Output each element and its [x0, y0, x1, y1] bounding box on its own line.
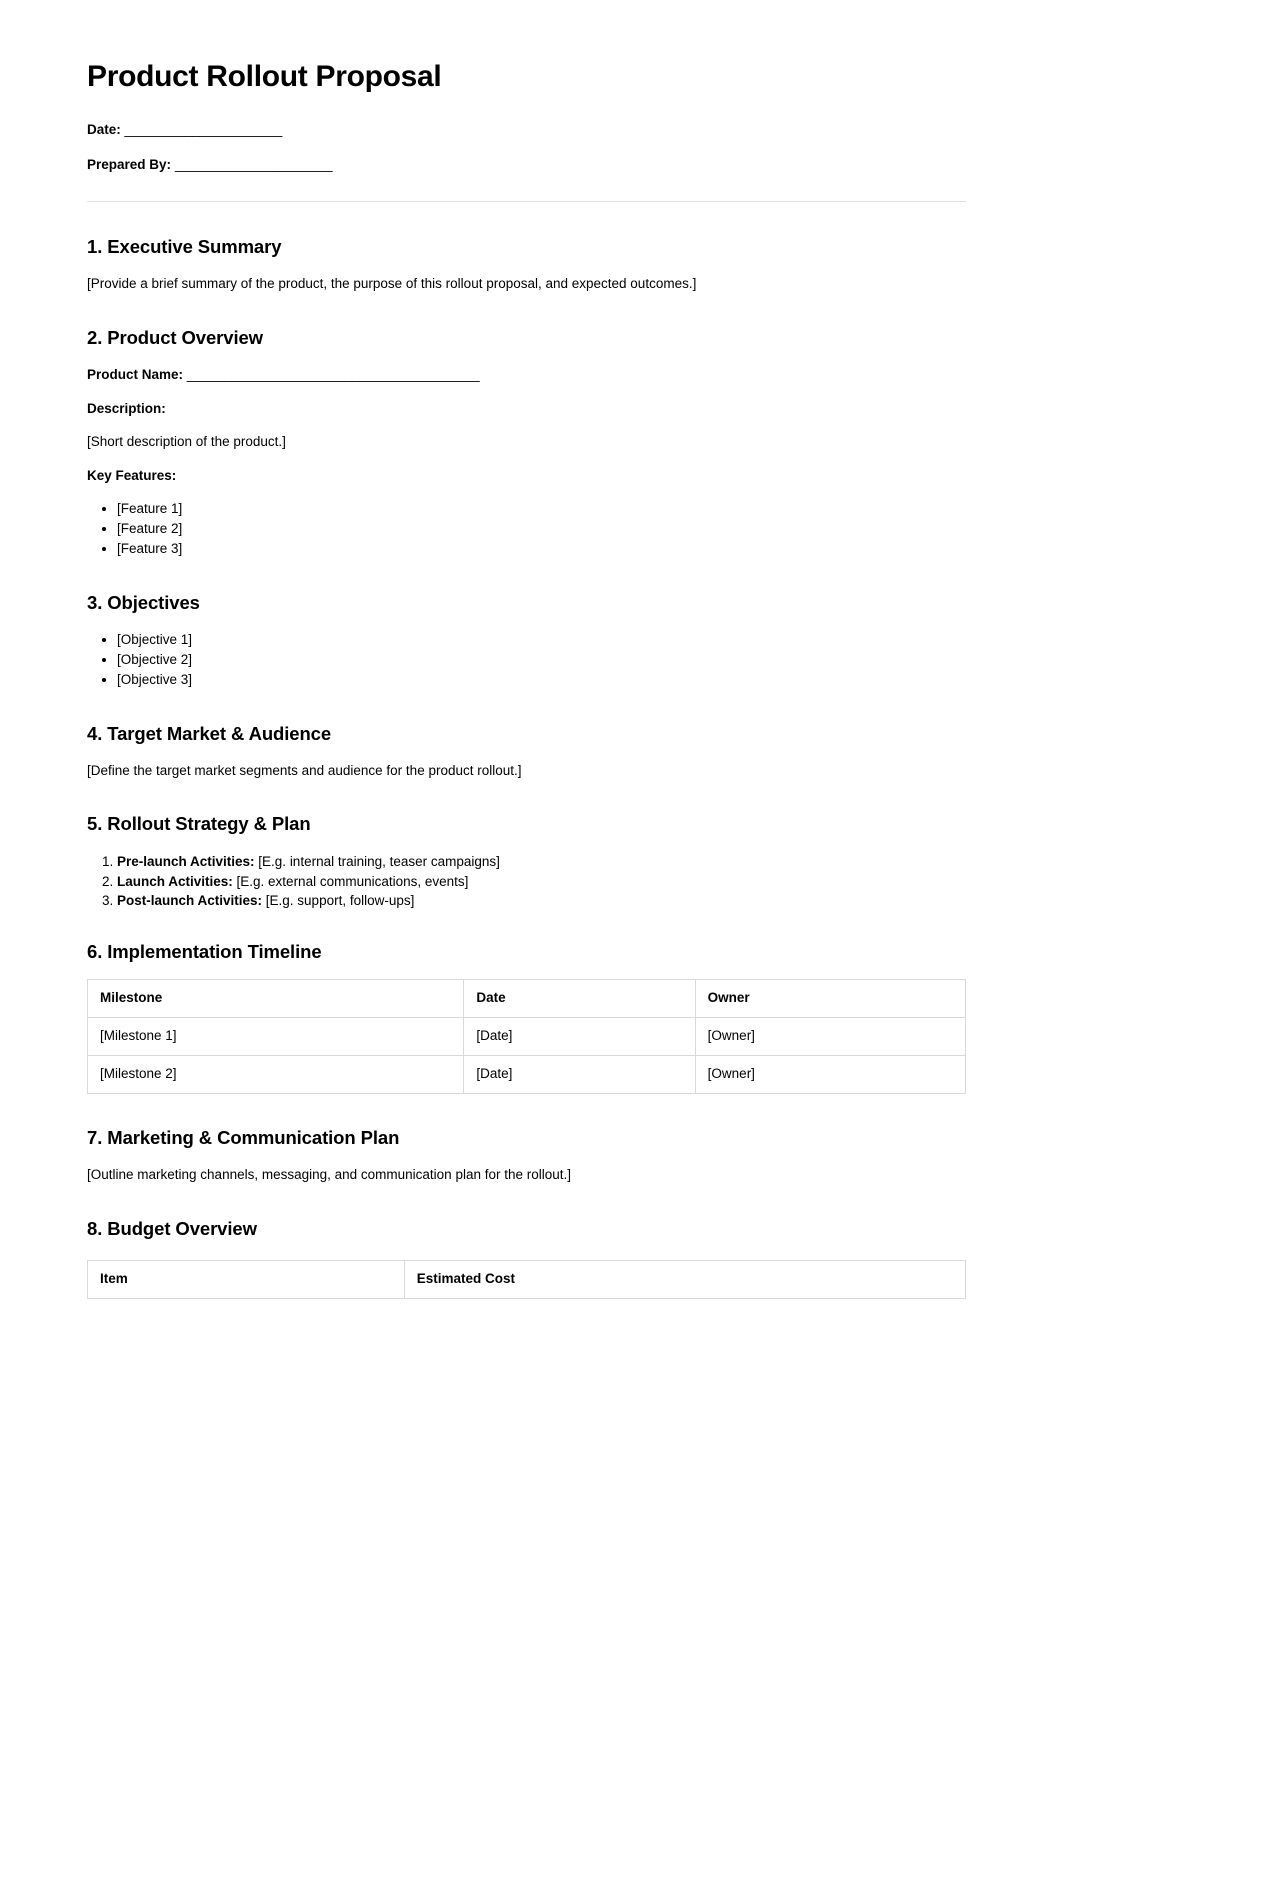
column-header-item: Item	[88, 1260, 405, 1298]
description-body: [Short description of the product.]	[87, 434, 286, 450]
table-header	[88, 980, 966, 1018]
section-title-objectives: 3. Objectives	[87, 592, 200, 613]
list-item-rest: [E.g. internal training, teaser campaigns]	[254, 853, 500, 869]
implementation-timeline-table	[87, 979, 966, 1094]
header-divider	[87, 201, 966, 202]
budget-table-clipped-region	[87, 1256, 966, 1286]
section-product-overview	[87, 327, 966, 559]
section-title-budget-overview: 8. Budget Overview	[87, 1217, 257, 1239]
prepared-by-blank[interactable]: _____________________	[174, 157, 333, 173]
list-item	[117, 872, 966, 892]
list-item-lead: Post-launch Activities:	[117, 893, 263, 909]
cell-owner: [Owner]	[695, 1018, 965, 1056]
list-item: • [Objective 1]	[117, 630, 966, 650]
list-item: • [Objective 3]	[117, 670, 966, 690]
target-market-body: [Define the target market segments and audience for the product rollout.]	[87, 762, 522, 778]
rollout-strategy-list	[87, 852, 966, 912]
section-rollout-strategy	[87, 813, 966, 911]
section-title-implementation-timeline: 6. Implementation Timeline	[87, 941, 322, 963]
date-field	[87, 121, 966, 140]
section-title-target-market: 4. Target Market & Audience	[87, 722, 332, 744]
table-row	[88, 1018, 966, 1056]
section-executive-summary	[87, 236, 966, 294]
list-item: • [Feature 1]	[117, 499, 966, 519]
key-features-label: Key Features:	[87, 467, 177, 483]
table-header-row	[88, 1260, 966, 1298]
prepared-by-field	[87, 156, 966, 175]
section-implementation-timeline	[87, 941, 966, 1094]
cell-date: [Date]	[464, 1056, 695, 1094]
section-title-executive-summary: 1. Executive Summary	[87, 236, 282, 258]
budget-overview-table	[87, 1260, 966, 1299]
date-blank[interactable]: _____________________	[124, 121, 283, 137]
cell-milestone: [Milestone 2]	[88, 1056, 464, 1094]
objectives-list	[87, 630, 966, 690]
section-title-marketing-plan: 7. Marketing & Communication Plan	[87, 1127, 400, 1149]
list-item: • [Feature 3]	[117, 539, 966, 559]
cell-milestone: [Milestone 1]	[88, 1018, 464, 1056]
marketing-plan-body: [Outline marketing channels, messaging, and communication plan for the rollout.]	[87, 1167, 572, 1183]
list-item: • [Objective 2]	[117, 650, 966, 670]
table-header-row	[88, 980, 966, 1018]
list-item-lead: Launch Activities:	[117, 873, 233, 889]
list-item-rest: [E.g. support, follow-ups]	[262, 893, 415, 909]
section-marketing-plan	[87, 1127, 966, 1185]
list-item-lead: Pre-launch Activities:	[117, 853, 255, 869]
section-title-product-overview: 2. Product Overview	[87, 327, 263, 349]
section-budget-overview	[87, 1217, 966, 1286]
product-name-blank[interactable]: _______________________________________	[186, 367, 480, 383]
table-body	[88, 1018, 966, 1094]
section-objectives	[87, 592, 966, 690]
key-features-list	[87, 499, 966, 559]
column-header-milestone: Milestone	[88, 980, 464, 1018]
product-name-field	[87, 365, 966, 385]
product-name-label: Product Name:	[87, 367, 184, 383]
list-item: • [Feature 2]	[117, 519, 966, 539]
page-title: Product Rollout Proposal	[87, 60, 442, 93]
prepared-by-label: Prepared By:	[87, 157, 172, 173]
list-item-rest: [E.g. external communications, events]	[232, 873, 469, 889]
list-item	[117, 891, 966, 911]
date-label: Date:	[87, 121, 121, 137]
cell-owner: [Owner]	[695, 1056, 965, 1094]
executive-summary-body: [Provide a brief summary of the product, the purpose of this rollout proposal, and expected outcomes.]	[87, 276, 697, 292]
table-row	[88, 1056, 966, 1094]
list-item	[117, 852, 966, 872]
column-header-estimated-cost: Estimated Cost	[404, 1260, 965, 1298]
column-header-date: Date	[464, 980, 695, 1018]
section-title-rollout-strategy: 5. Rollout Strategy & Plan	[87, 813, 311, 835]
column-header-owner: Owner	[695, 980, 965, 1018]
section-target-market	[87, 723, 966, 781]
description-label: Description:	[87, 400, 166, 416]
cell-date: [Date]	[464, 1018, 695, 1056]
table-header	[88, 1260, 966, 1298]
